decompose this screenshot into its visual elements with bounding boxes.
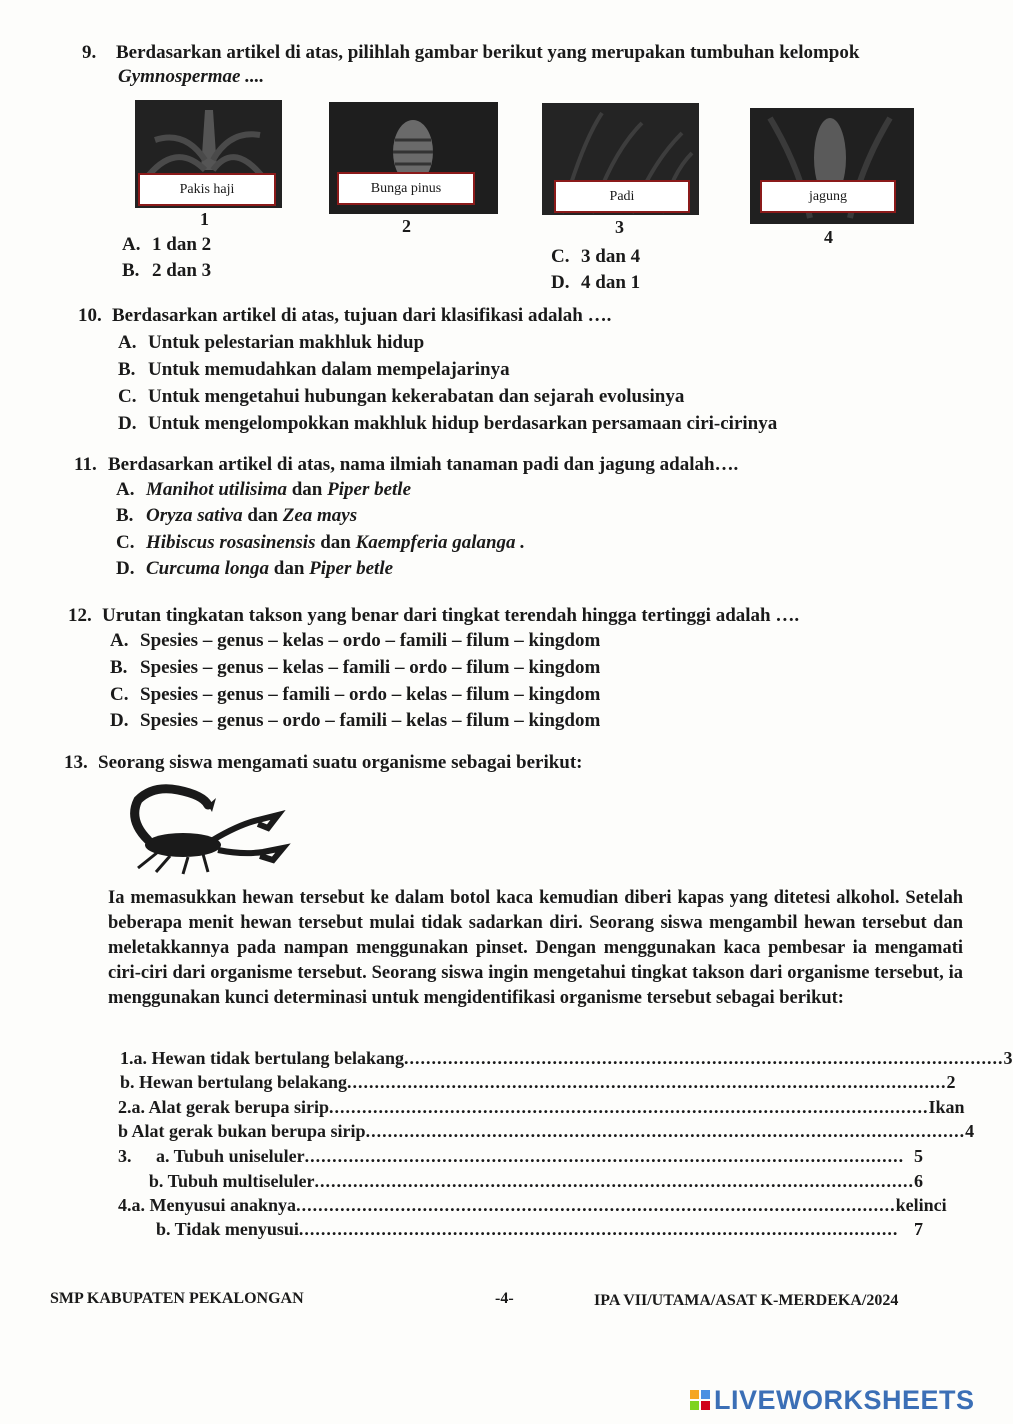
key-row-4b: b. Tidak menyusui ............................................................................................................. 7 — [156, 1219, 923, 1239]
key-row-1b: b. Hewan bertulang belakang ............................................................................................................. 2 — [120, 1072, 956, 1092]
label-pakis-haji: Pakis haji — [138, 173, 276, 206]
q13-paragraph: Ia memasukkan hewan tersebut ke dalam botol kaca kemudian diberi kapas yang ditetesi alkohol. Setelah beberapa menit hewan tersebut mulai tidak sadarkan diri. Seorang siswa mengambil hewan tersebut dan meletakkannya pada nampan menggunakan pinset. Dengan menggunakan kaca pembesar ia mengamati ciri-ciri dari organisme tersebut. Seorang siswa ingin mengetahui tingkat takson dari organisme tersebut, ia menggunakan kunci determinasi untuk mengidentifikasi organisme tersebut sebagai berikut: — [108, 888, 963, 1008]
image-number-2: 2 — [402, 216, 411, 236]
q9-text: 9. Berdasarkan artikel di atas, pilihlah gambar berikut yang merupakan tumbuhan kelompok — [82, 42, 860, 63]
q10-option-b[interactable]: B. Untuk memudahkan dalam mempelajarinya — [118, 359, 510, 380]
q10-option-c[interactable]: C. Untuk mengetahui hubungan kekerabatan dan sejarah evolusinya — [118, 386, 685, 407]
liveworksheets-icon — [690, 1390, 710, 1410]
key-row-2a: 2. a. Alat gerak berupa sirip ............................................................................................................. Ikan — [118, 1097, 965, 1117]
scorpion-image — [108, 780, 288, 875]
q12-text: 12. Urutan tingkatan takson yang benar dari tingkat terendah hingga tertinggi adalah …. — [68, 605, 800, 626]
q9-option-a[interactable]: A. 1 dan 2 — [122, 234, 212, 255]
footer-exam-code: IPA VII/UTAMA/ASAT K-MERDEKA/2024 — [594, 1292, 899, 1309]
q12-option-a[interactable]: A. Spesies – genus – kelas – ordo – famili – filum – kingdom — [110, 630, 601, 651]
q11-option-b[interactable]: B. Oryza sativa dan Zea mays — [116, 505, 358, 526]
q12-option-b[interactable]: B. Spesies – genus – kelas – famili – ordo – filum – kingdom — [110, 657, 601, 678]
q11-text: 11. Berdasarkan artikel di atas, nama ilmiah tanaman padi dan jagung adalah…. — [74, 454, 739, 475]
footer-page-number: -4- — [495, 1290, 514, 1307]
image-number-4: 4 — [824, 227, 833, 247]
q10-text: 10. Berdasarkan artikel di atas, tujuan dari klasifikasi adalah …. — [78, 305, 612, 326]
q10-option-d[interactable]: D. Untuk mengelompokkan makhluk hidup berdasarkan persamaan ciri-cirinya — [118, 413, 778, 434]
image-number-3: 3 — [615, 217, 624, 237]
scorpion-icon — [108, 780, 288, 875]
q9-option-c[interactable]: C. 3 dan 4 — [551, 246, 641, 267]
label-jagung: jagung — [760, 180, 896, 213]
key-row-1a: 1. a. Hewan tidak bertulang belakang ............................................................................................................. 3 — [120, 1048, 1013, 1068]
q13-text: 13. Seorang siswa mengamati suatu organisme sebagai berikut: — [64, 752, 583, 773]
q9-text-cont: Gymnospermae .... — [118, 66, 265, 87]
q11-option-d[interactable]: D. Curcuma longa dan Piper betle — [116, 558, 394, 579]
key-row-3a: 3. a. Tubuh uniseluler ............................................................................................................. 5 — [118, 1146, 923, 1166]
q10-option-a[interactable]: A. Untuk pelestarian makhluk hidup — [118, 332, 425, 353]
footer-school: SMP KABUPATEN PEKALONGAN — [50, 1290, 304, 1307]
key-row-3b: b. Tubuh multiseluler ............................................................................................................. 6 — [148, 1171, 923, 1191]
key-row-2b: b Alat gerak bukan berupa sirip ............................................................................................................. 4 — [118, 1121, 975, 1141]
q9-option-d[interactable]: D. 4 dan 1 — [551, 272, 641, 293]
q12-option-d[interactable]: D. Spesies – genus – ordo – famili – kelas – filum – kingdom — [110, 710, 601, 731]
q9-option-b[interactable]: B. 2 dan 3 — [122, 260, 212, 281]
liveworksheets-wordmark: LIVEWORKSHEETS — [714, 1384, 975, 1415]
label-padi: Padi — [554, 180, 690, 213]
q11-option-a[interactable]: A. Manihot utilisima dan Piper betle — [116, 479, 412, 500]
liveworksheets-logo — [690, 1384, 975, 1416]
key-row-4a: 4. a. Menyusui anaknya ............................................................................................................. kelinci — [118, 1195, 947, 1215]
label-bunga-pinus: Bunga pinus — [337, 172, 475, 205]
q12-option-c[interactable]: C. Spesies – genus – famili – ordo – kelas – filum – kingdom — [110, 684, 601, 705]
image-number-1: 1 — [200, 209, 209, 229]
q11-option-c[interactable]: C. Hibiscus rosasinensis dan Kaempferia galanga . — [116, 532, 526, 553]
